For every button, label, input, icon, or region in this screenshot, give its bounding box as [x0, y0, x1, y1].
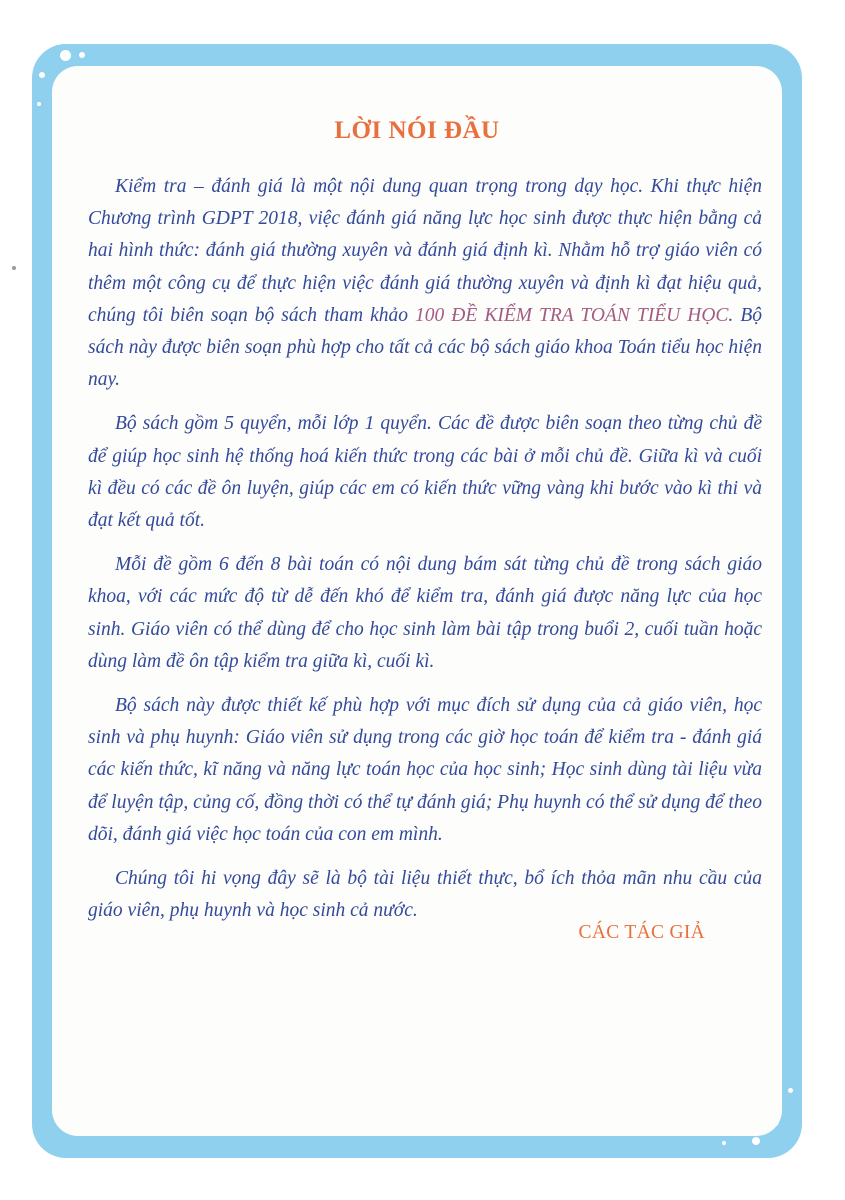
paragraph-1-text-start: Kiểm tra – đánh giá là một nội dung quan trọng trong dạy học. Khi thực hiện Chương trình GDPT 2018, việc đánh giá năng lực học sinh được thực hiện bằng cả hai hình thức: đánh giá thường xuyên và đánh giá định kì. Nhằm hỗ trợ giáo viên có thêm một công cụ để thực hiện việc đánh giá thường xuyên và định kì đạt hiệu quả, chúng tôi biên soạn bộ sách tham khảo [88, 176, 762, 326]
paragraph-2: Bộ sách gồm 5 quyển, mỗi lớp 1 quyển. Các đề được biên soạn theo từng chủ đề để giúp học sinh hệ thống hoá kiến thức trong các bài ở mỗi chủ đề. Giữa kì và cuối kì đều có các đề ôn luyện, giúp các em có kiến thức vững vàng khi bước vào kì thi và đạt kết quả tốt. [88, 413, 762, 532]
frame-dot [37, 102, 41, 106]
book-series-title: 100 ĐỀ KIỂM TRA TOÁN TIỂU HỌC [415, 304, 729, 326]
paragraph-1-text-end: . Bộ sách này được biên soạn phù hợp cho tất cả các bộ sách giáo khoa Toán tiểu học hiện nay. [88, 304, 762, 391]
frame-dot [79, 52, 85, 58]
preface-body [88, 171, 762, 939]
paragraph-1 [88, 171, 762, 396]
page-title: LỜI NÓI ĐẦU [334, 117, 500, 144]
frame-dot [788, 1088, 793, 1093]
paragraph-4: Bộ sách này được thiết kế phù hợp với mục đích sử dụng của cả giáo viên, học sinh và phụ huynh: Giáo viên sử dụng trong các giờ học toán để kiểm tra - đánh giá các kiến thức, kĩ năng và năng lực toán học của học sinh; Học sinh dùng tài liệu vừa để luyện tập, củng cố, đồng thời có thể tự đánh giá; Phụ huynh có thể sử dụng để theo dõi, đánh giá việc học toán của con em mình. [88, 695, 762, 845]
frame-dot [39, 72, 45, 78]
frame-dot [752, 1137, 760, 1145]
paragraph-3: Mỗi đề gồm 6 đến 8 bài toán có nội dung bám sát từng chủ đề trong sách giáo khoa, với các mức độ từ dễ đến khó để kiểm tra, đánh giá được năng lực của học sinh. Giáo viên có thể dùng để cho học sinh làm bài tập trong buổi 2, cuối tuần hoặc dùng làm đề ôn tập kiểm tra giữa kì, cuối kì. [88, 554, 762, 672]
authors-signature: CÁC TÁC GIẢ [578, 922, 705, 943]
page-speck [12, 266, 16, 270]
frame-dot [60, 50, 71, 61]
frame-dot [722, 1141, 726, 1145]
paragraph-5: Chúng tôi hi vọng đây sẽ là bộ tài liệu thiết thực, bổ ích thỏa mãn nhu cầu của giáo viên, phụ huynh và học sinh cả nước. [88, 868, 762, 922]
